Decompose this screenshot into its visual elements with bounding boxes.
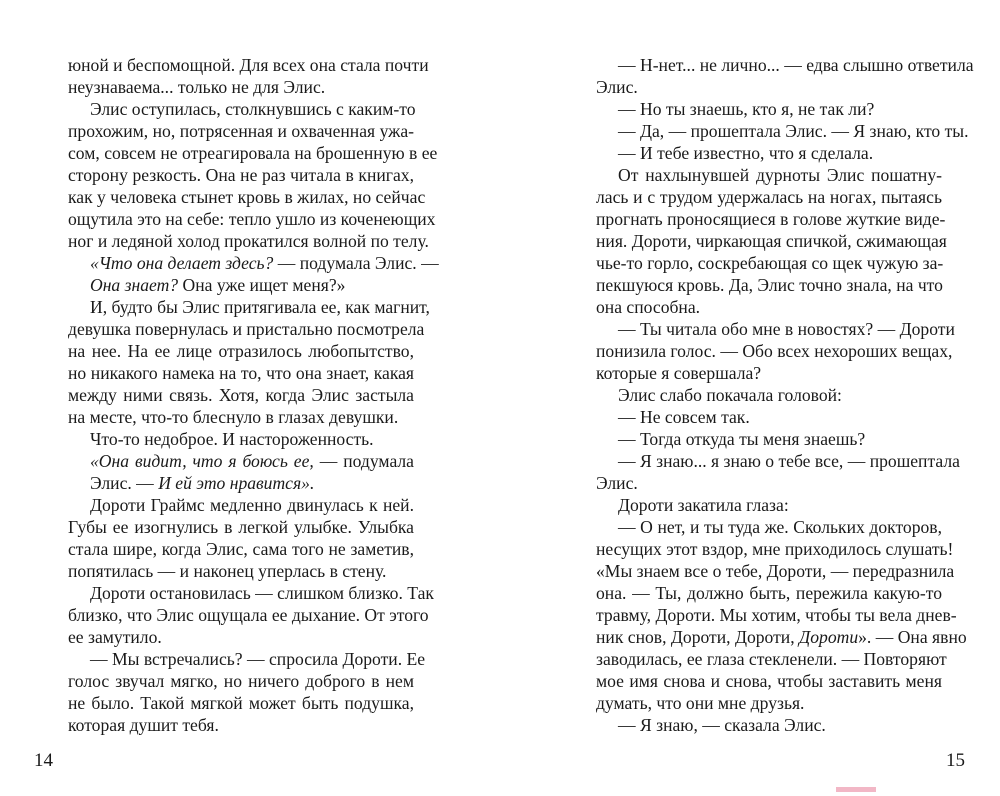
text-line [68,120,414,142]
text-line [68,604,429,626]
text-line [68,626,414,648]
text-segment: лась и с трудом удержалась на ногах, пытаясь [596,187,942,207]
text-segment: ее замутило. [68,627,162,647]
text-segment: — Н-нет... не лично... — едва слышно ответила [618,55,974,75]
text-segment: Элис слабо покачала головой: [618,385,842,405]
text-segment: заводилась, ее глаза стекленели. — Повторяют [596,649,947,669]
text-segment: — подумала [313,451,414,471]
text-segment: на месте, что-то блеснуло в глазах девушки. [68,407,399,427]
text-segment: Элис. [596,77,638,97]
text-segment: — Тогда откуда ты меня знаешь? [618,429,866,449]
text-line [68,670,414,692]
text-segment: юной и беспомощной. Для всех она стала почти [68,55,429,75]
italic-segment: И ей это нравится». [158,473,315,493]
text-segment: прохожим, но, потрясенная и охваченная ужа- [68,121,414,141]
text-line [596,186,942,208]
text-line [596,274,942,296]
text-segment: сторону резкость. Она не раз читала в книгах, [68,165,414,185]
text-line [68,560,414,582]
text-segment: И, будто бы Элис притягивала ее, как магнит, [90,297,430,317]
text-segment: несущих этот вздор, мне приходилось слушать! [596,539,954,559]
text-segment: Что-то недоброе. И настороженность. [90,429,374,449]
accent-mark [836,787,876,792]
text-segment: — Я знаю, — сказала Элис. [618,715,826,735]
text-segment: пекшуюся кровь. Да, Элис точно знала, на что [596,275,943,295]
text-line [68,384,414,406]
left-page [68,54,439,736]
text-line [68,362,414,384]
text-line [596,296,942,318]
text-line [68,252,439,274]
text-segment: травму, Дороти. Мы хотим, чтобы ты вела днев- [596,605,957,625]
text-segment: «Мы знаем все о тебе, Дороти, — передразнила [596,561,955,581]
text-line [68,472,414,494]
text-line [596,318,955,340]
text-line [68,494,414,516]
text-line [68,318,425,340]
text-segment: но никакого намека на то, что она знает, какая [68,363,414,383]
right-page [596,54,974,736]
text-line [68,538,414,560]
text-line [68,76,414,98]
text-line [596,472,942,494]
text-line [68,692,414,714]
text-line [68,428,414,450]
text-segment: она способна. [596,297,701,317]
text-segment: которые я совершала? [596,363,762,383]
text-segment: не было. Такой мягкой может быть подушка, [68,693,414,713]
text-line [596,384,942,406]
text-segment: ног и ледяной холод прокатился волной по телу. [68,231,429,251]
text-line [596,626,967,648]
text-segment: которая душит тебя. [68,715,219,735]
text-line [68,54,429,76]
text-segment: — Ты читала обо мне в новостях? — Дороти [618,319,955,339]
text-line [596,142,942,164]
text-segment: стала шире, когда Элис, сама того не заметив, [68,539,414,559]
text-line [596,428,942,450]
text-segment: попятилась — и наконец уперлась в стену. [68,561,387,581]
text-line [596,494,942,516]
text-line [68,142,438,164]
text-segment: ник снов, Дороти, Дороти, [596,627,800,647]
text-line [596,98,942,120]
text-segment: — И тебе известно, что я сделала. [618,143,874,163]
text-line [596,692,942,714]
text-line [596,362,942,384]
text-segment: — Не совсем так. [618,407,750,427]
text-line [68,582,434,604]
text-line [596,252,942,274]
text-line [68,274,414,296]
text-segment: — О нет, и ты туда же. Скольких докторов, [618,517,942,537]
text-segment: Элис. [596,473,638,493]
text-segment: сом, совсем не отреагировала на брошенную в ее [68,143,438,163]
text-line [596,560,955,582]
italic-segment: Дороти [799,627,859,647]
text-line [68,186,426,208]
text-line [68,164,414,186]
italic-segment: Она знает? [90,275,179,295]
text-line [596,120,969,142]
text-segment: мое имя снова и снова, чтобы заставить меня [596,671,942,691]
italic-segment: «Что она делает здесь? [90,253,274,273]
text-line [68,208,436,230]
text-segment: думать, что они мне друзья. [596,693,805,713]
text-segment: близко, что Элис ощущала ее дыхание. От этого [68,605,429,625]
text-line [596,714,942,736]
text-line [596,76,942,98]
text-line [596,582,942,604]
page-number-right: 15 [946,750,965,771]
text-line [596,208,946,230]
text-segment: Дороти закатила глаза: [618,495,789,515]
text-segment: От нахлынувшей дурноты Элис пошатну- [618,165,942,185]
text-line [68,516,414,538]
text-segment: Она уже ищет меня?» [178,275,346,295]
italic-segment: «Она видит, что я боюсь ее, [90,451,314,471]
text-line [68,450,414,472]
text-segment: Дороти остановилась — слишком близко. Так [90,583,434,603]
text-segment: ния. Дороти, чиркающая спичкой, сжимающая [596,231,947,251]
text-line [596,406,942,428]
text-segment: — подумала Элис. — [273,253,439,273]
text-segment: Губы ее изогнулись в легкой улыбке. Улыбка [68,517,414,537]
text-segment: прогнать проносящиеся в голове жуткие виде- [596,209,946,229]
text-segment: — Мы встречались? — спросила Дороти. Ее [90,649,426,669]
text-segment: неузнаваема... только не для Элис. [68,77,326,97]
text-line [596,340,953,362]
text-segment: голос звучал мягко, но ничего доброго в нем [68,671,414,691]
text-segment: между ними связь. Хотя, когда Элис застыла [68,385,414,405]
text-segment: — Но ты знаешь, кто я, не так ли? [618,99,875,119]
text-segment: Дороти Граймс медленно двинулась к ней. [90,495,414,515]
text-line [68,340,414,362]
text-line [68,230,429,252]
text-line [596,648,947,670]
text-segment: понизила голос. — Обо всех нехороших вещах, [596,341,953,361]
page-number-left: 14 [34,750,53,771]
text-segment: Элис. — [90,473,159,493]
text-line [68,98,414,120]
text-line [596,516,942,538]
text-segment: она. — Ты, должно быть, пережила какую-то [596,583,942,603]
text-segment: ощутила это на себе: тепло ушло из коченеющих [68,209,436,229]
text-line [596,450,960,472]
text-segment: девушка повернулась и пристально посмотрела [68,319,425,339]
text-line [596,670,942,692]
text-line [596,164,942,186]
text-line [68,648,426,670]
text-line [596,604,957,626]
text-segment: чье-то горло, соскребающая со щек чужую за- [596,253,944,273]
text-line [68,714,414,736]
text-segment: ». — Она явно [858,627,967,647]
text-segment: как у человека стынет кровь в жилах, но сейчас [68,187,426,207]
text-segment: — Я знаю... я знаю о тебе все, — прошептала [618,451,960,471]
text-segment: — Да, — прошептала Элис. — Я знаю, кто ты. [618,121,969,141]
text-line [68,406,414,428]
text-line [596,230,947,252]
text-line [596,538,954,560]
text-segment: на нее. На ее лице отразилось любопытство, [68,341,414,361]
text-line [68,296,430,318]
text-segment: Элис оступилась, столкнувшись с каким-то [90,99,416,119]
text-line [596,54,974,76]
